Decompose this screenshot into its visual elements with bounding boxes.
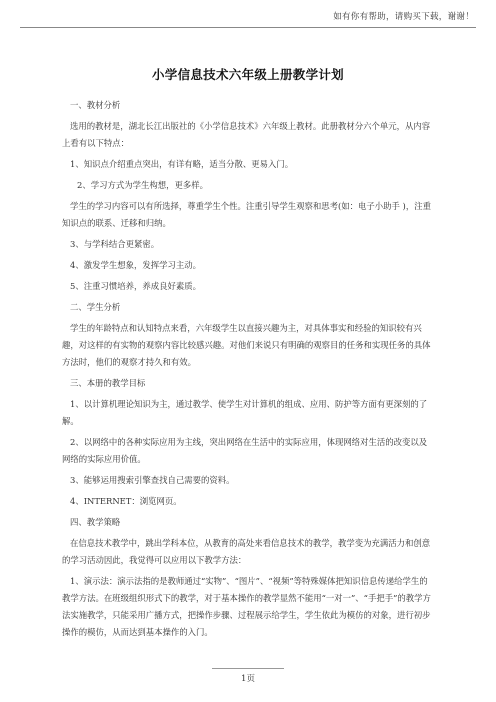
list-item: 4、INTERNET：浏览网页。 [70,496,182,506]
list-item: 3、与学科结合更紧密。 [70,239,160,249]
document-body [62,97,434,645]
list-item: 4、激发学生想象，发挥学习主动。 [70,260,201,270]
page-title: 小学信息技术六年级上册教学计划 [151,67,344,82]
list-item: 1、知识点介绍重点突出，有详有略，适当分散、更易入门。 [70,159,294,169]
footer-divider [212,668,284,669]
list-item: 5、注重习惯培养，养成良好素质。 [70,281,201,291]
section-heading-4: 四、教学策略 [70,517,121,527]
section-heading-1: 一、教材分析 [70,100,121,110]
list-item: 2、以网络中的各种实际应用为主线，突出网络在生活中的实际应用，体现网络对生活的改变以及网络的实际应用价值。 [62,437,428,464]
header-note: 如有你有帮助，请购买下载，谢谢！ [333,12,474,22]
section-heading-3: 三、本册的教学目标 [70,378,146,388]
paragraph: 在信息技术教学中，跳出学科本位，从教育的高处来看信息技术的教学，教学变为充满活力和创意的学习活动因此，我觉得可以应用以下教学方法： [62,538,431,565]
page-number: 1页 [241,674,255,684]
paragraph: 选用的教材是，湖北长江出版社的《小学信息技术》六年级上教材。此册教材分六个单元，从内容上看有以下特点： [62,121,431,148]
list-item: 1、演示法：演示法指的是教师通过“实物”、“图片”、“视频”等特殊媒体把知识信息传递给学生的教学方法。在班级组织形式下的教学，对于基本操作的教学显然不能用“一对一”、“手把手”的教学方法实施教学，只能采用广播方式，把操作步骤、过程展示给学生，学生依此为模仿的对象，进行初步操作的模仿，从而达到基本操作的入门。 [62,576,431,637]
list-item: 3、能够运用搜索引擎查找自己需要的资料。 [70,475,235,485]
paragraph: 学生的学习内容可以有所选择，尊重学生个性。注重引导学生观察和思考(如：电子小助手 )，注重知识点的联系、迁移和归纳。 [62,201,431,228]
section-heading-2: 二、学生分析 [70,302,121,312]
paragraph: 学生的年龄特点和认知特点来看，六年级学生以直接兴趣为主，对具体事实和经验的知识较有兴趣，对这样的有实物的观察内容比较感兴趣。对他们来说只有明确的观察目的任务和实现任务的具体方法时，他们的观察才持久和有效。 [62,323,431,367]
list-item: 1、以计算机理论知识为主，通过教学、使学生对计算机的组成、应用、防护等方面有更深刻的了解。 [62,399,428,426]
header-divider [20,27,476,28]
list-item: 2、学习方式为学生构想，更多样。 [77,180,208,190]
